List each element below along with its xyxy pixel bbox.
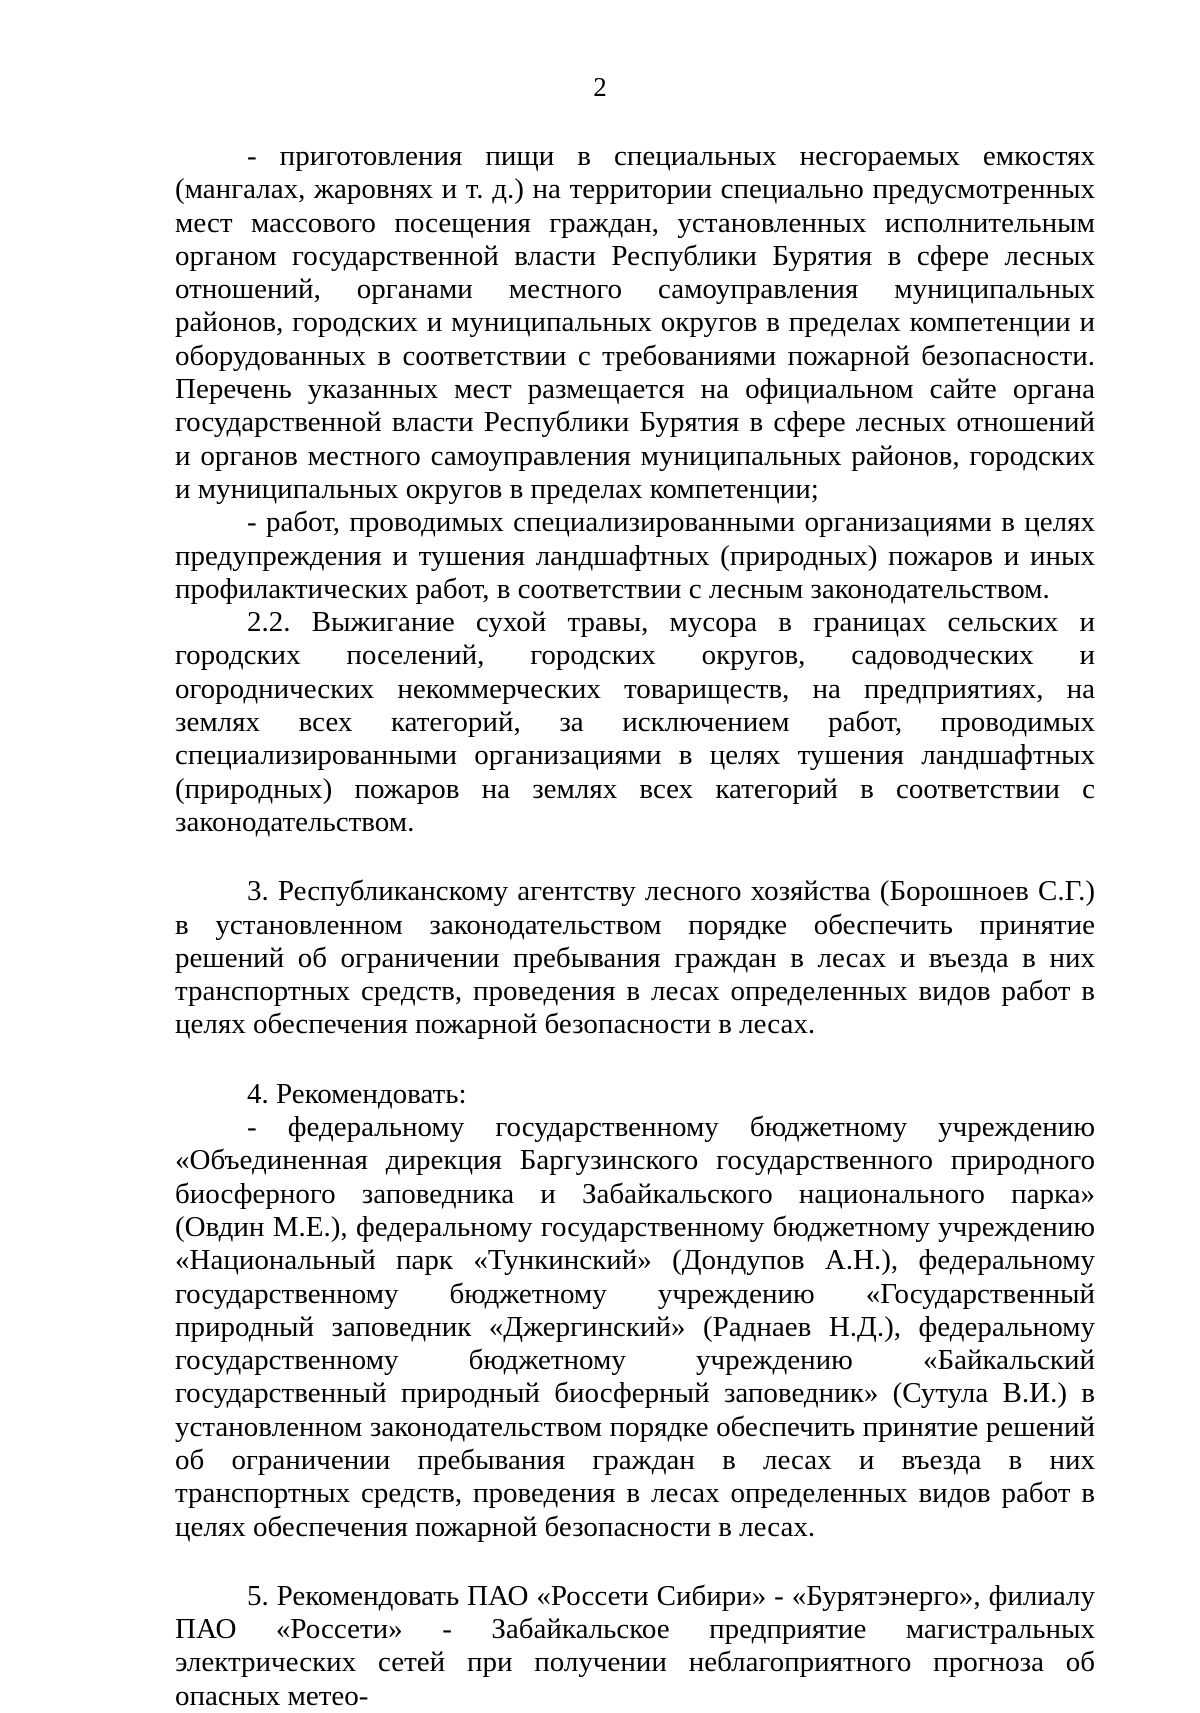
paragraph-specialized-works-exception: - работ, проводимых специализированными организациями в целях предупреждения и тушения ландшафтных (природных) пожаров и иных профилактических работ, в соответствии с лесным законодательством.	[175, 506, 1095, 605]
paragraph-spacer	[175, 1042, 1095, 1078]
document-body	[175, 140, 1095, 1713]
paragraph-spacer	[175, 1544, 1095, 1580]
paragraph-5-rosseti-recommendation: 5. Рекомендовать ПАО «Россети Сибири» - «Бурятэнерго», филиалу ПАО «Россети» - Забайкальское предприятие магистральных электрических сетей при получении неблагоприятного прогноза об опасных метео-	[175, 1579, 1095, 1712]
paragraph-4-reserves-recommendation: - федеральному государственному бюджетному учреждению «Объединенная дирекция Баргузинского государственного природного биосферного заповедника и Забайкальского национального парка» (Овдин М.Е.), федеральному государственному бюджетному учреждению «Национальный парк «Тункинский» (Дондупов А.Н.), федеральному государственному бюджетному учреждению «Государственный природный заповедник «Джергинский» (Раднаев Н.Д.), федеральному государственному бюджетному учреждению «Байкальский государственный природный биосферный заповедник» (Сутула В.И.) в установленном законодательством порядке обеспечить принятие решений об ограничении пребывания граждан в лесах и въезда в них транспортных средств, проведения в лесах определенных видов работ в целях обеспечения пожарной безопасности в лесах.	[175, 1111, 1095, 1543]
paragraph-2-2-burning-ban: 2.2. Выжигание сухой травы, мусора в границах сельских и городских поселений, городских округов, садоводческих и огороднических некоммерческих товариществ, на предприятиях, на землях всех категорий, за исключением работ, проводимых специализированными организациями в целях тушения ландшафтных (природных) пожаров на землях всех категорий в соответствии с законодательством.	[175, 606, 1095, 838]
paragraph-spacer	[175, 839, 1095, 875]
page-number: 2	[593, 72, 607, 102]
paragraph-4-heading: 4. Рекомендовать:	[247, 1077, 467, 1110]
paragraph-3-forestry-agency: 3. Республиканскому агентству лесного хозяйства (Борошноев С.Г.) в установленном законодательством порядке обеспечить принятие решений об ограничении пребывания граждан в лесах и въезда в них транспортных средств, проведения в лесах определенных видов работ в целях обеспечения пожарной безопасности в лесах.	[175, 875, 1095, 1041]
paragraph-cooking-exception: - приготовления пищи в специальных несгораемых емкостях (мангалах, жаровнях и т. д.) на территории специально предусмотренных мест массового посещения граждан, установленных исполнительным органом государственной власти Республики Бурятия в сфере лесных отношений, органами местного самоуправления муниципальных районов, городских и муниципальных округов в пределах компетенции и оборудованных в соответствии с требованиями пожарной безопасности. Перечень указанных мест размещается на официальном сайте органа государственной власти Республики Бурятия в сфере лесных отношений и органов местного самоуправления муниципальных районов, городских и муниципальных округов в пределах компетенции;	[175, 140, 1095, 505]
